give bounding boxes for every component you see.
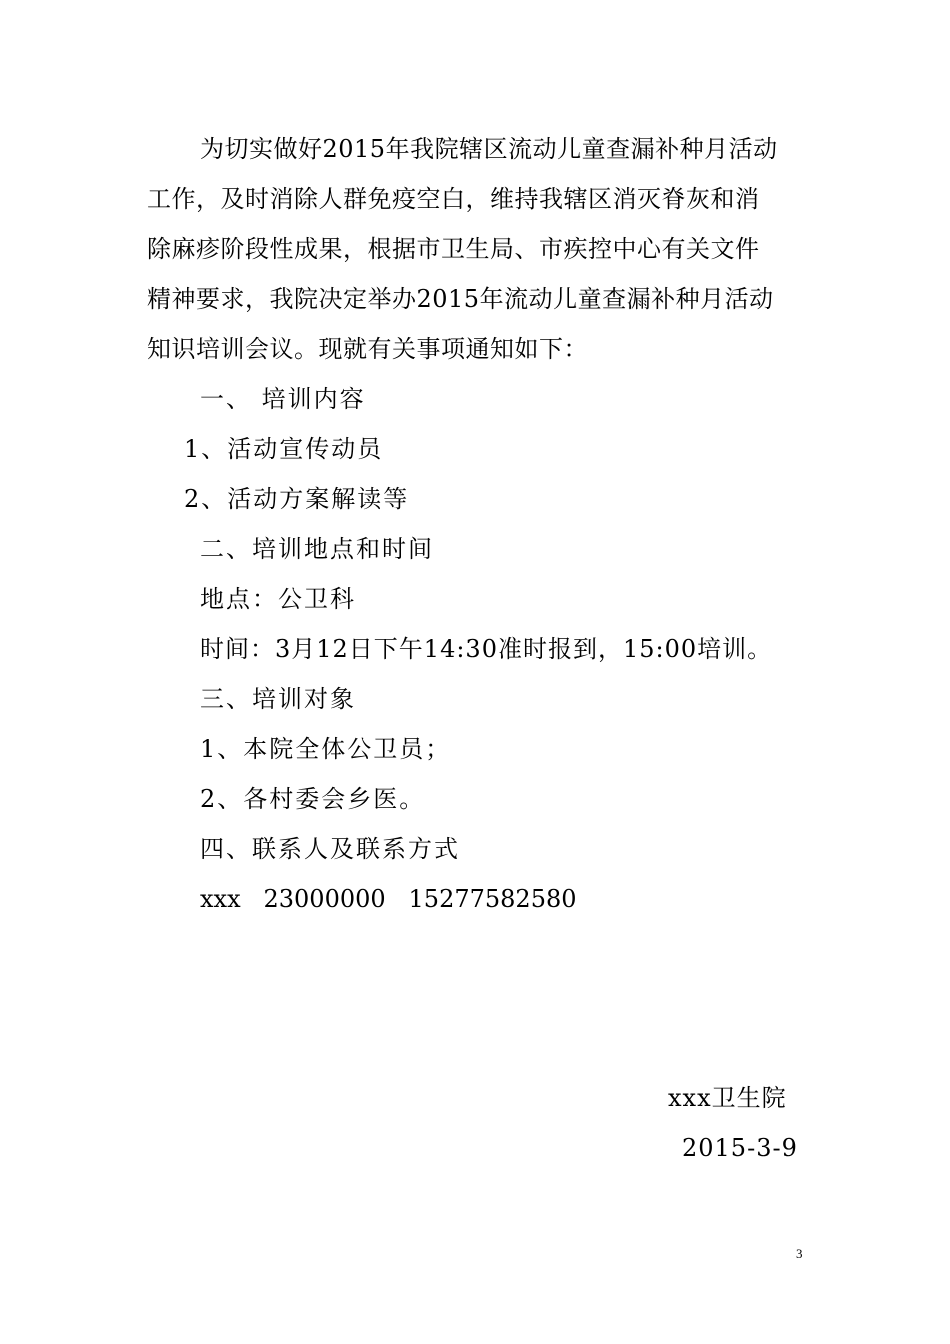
intro-line-5: 知识培训会议。现就有关事项通知如下：	[147, 335, 588, 363]
section-3-item-1: 1、本院全体公卫员；	[200, 735, 452, 763]
intro-line-2: 工作，及时消除人群免疫空白，维持我辖区消灭脊灰和消	[147, 185, 760, 213]
intro-line-1: 为切实做好2015年我院辖区流动儿童查漏补种月活动	[200, 135, 778, 163]
section-3-heading: 三、培训对象	[200, 685, 356, 713]
section-1-item-2: 2、活动方案解读等	[184, 485, 410, 513]
training-location: 地点：公卫科	[200, 585, 356, 613]
section-3-item-2: 2、各村委会乡医。	[200, 785, 426, 813]
page-number: 3	[796, 1246, 803, 1261]
section-4-heading: 四、联系人及联系方式	[200, 835, 460, 863]
section-2-heading: 二、培训地点和时间	[200, 535, 434, 563]
intro-line-4: 精神要求，我院决定举办2015年流动儿童查漏补种月活动	[147, 285, 774, 313]
signature-date: 2015-3-9	[682, 1134, 798, 1162]
signature-organization: xxx卫生院	[668, 1084, 787, 1112]
section-1-heading: 一、 培训内容	[200, 385, 366, 413]
training-time: 时间：3月12日下午14:30准时报到，15:00培训。	[200, 635, 773, 663]
section-1-item-1: 1、活动宣传动员	[184, 435, 384, 463]
contact-info: xxx 23000000 15277582580	[200, 885, 577, 913]
intro-line-3: 除麻疹阶段性成果，根据市卫生局、市疾控中心有关文件	[147, 235, 760, 263]
